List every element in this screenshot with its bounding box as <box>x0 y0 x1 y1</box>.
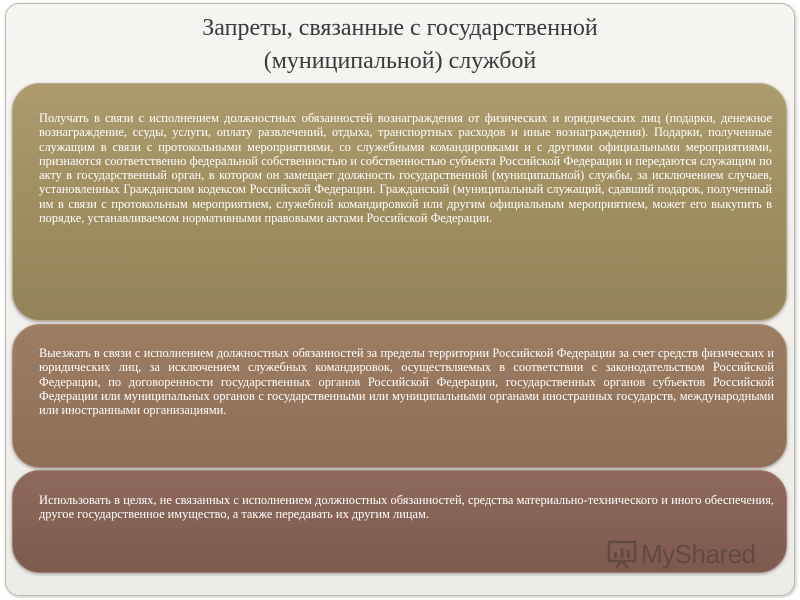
slide-title <box>0 12 800 78</box>
watermark <box>607 537 756 571</box>
myshared-logo-icon <box>607 539 637 569</box>
slide-title-line-1: Запреты, связанные с государственной <box>202 15 598 41</box>
slide-title-line-2: (муниципальной) службой <box>263 48 537 74</box>
prohibition-text-property: Использовать в целях, не связанных с исполнением должностных обязанностей, средства материально-технического и иного обеспечения, другое государственное имущество, а также передавать их другим лицам. <box>39 493 774 522</box>
prohibition-block-gifts <box>12 83 787 321</box>
prohibition-text-travel: Выезжать в связи с исполнением должностных обязанностей за пределы территории Российской Федерации за счет средств физических и юридических лиц, за исключением служебных командировок, осуществляемых в соответствии с законодательством Российской Федерации, по договоренности государственных органов Российской Федерации, государственных органов субъектов Российской Федерации или муниципальных органов с государственными или муниципальными органами иностранных государств, международными или иностранными организациями. <box>39 346 774 418</box>
watermark-text: MyShared <box>641 538 756 569</box>
prohibition-text-gifts: Получать в связи с исполнением должностных обязанностей вознаграждения от физических и юридических лиц (подарки, денежное вознаграждение, ссуды, услуги, оплату развлечений, отдыха, транспортных расходов и иные вознаграждения). Подарки, полученные служащим в связи с протокольными мероприятиями, со служебными командировками и с другими официальными мероприятиями, признаются соответственно федеральной собственностью и собственностью субъекта Российской Федерации и передаются служащим по акту в государственный орган, в котором он замещает должность государственной (муниципальной) службы, за исключением случаев, установленных Гражданским кодексом Российской Федерации. Гражданский (муниципальный служащий, сдавший подарок, полученный им в связи с протокольным мероприятием, служебной командировкой или другим официальным мероприятием, может его выкупить в порядке, устанавливаемом нормативными правовыми актами Российской Федерации. <box>39 111 772 226</box>
prohibition-block-travel <box>12 324 787 468</box>
